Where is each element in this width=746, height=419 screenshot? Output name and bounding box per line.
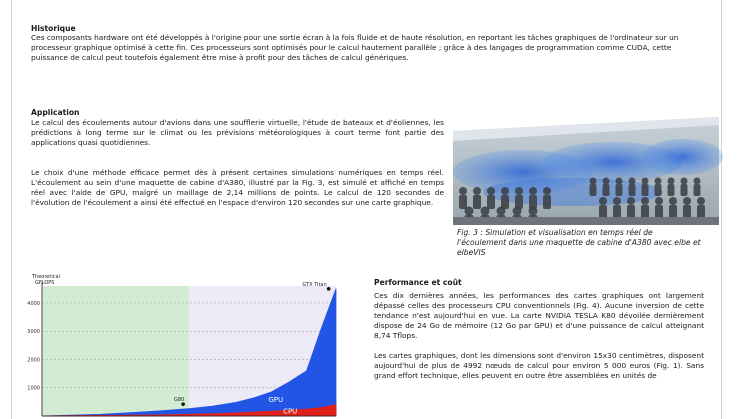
chart-legend-cpu: CPU bbox=[283, 407, 298, 416]
historique-heading: Historique bbox=[31, 24, 76, 33]
gflops-chart bbox=[27, 272, 350, 419]
chart-annotation-label: G80 bbox=[173, 397, 185, 404]
chart-ytick-label: 3000 bbox=[27, 329, 40, 336]
page-border-right bbox=[721, 0, 722, 419]
performance-paragraph-2: Les cartes graphiques, dont les dimensions sont d'environ 15x30 centimètres, disposent aujourd'hui de plus de 4992 nœuds de calcul pour environ 5 000 euros (Fig. 1). Sans grand effort technique, elles peuvent en outre être assemblées en unités de bbox=[374, 351, 704, 380]
chart-zone-green bbox=[42, 286, 189, 416]
application-paragraph-1: Le calcul des écoulements autour d'avions dans une soufflerie virtuelle, l'étude de bateaux et d'éoliennes, les prédictions à long terme sur le climat ou les prévisions météorologiques à court terme font partie des applications quasi quotidiennes. bbox=[31, 118, 444, 147]
page-border-left bbox=[11, 0, 12, 419]
chart-annotation-dot bbox=[327, 287, 331, 291]
chart-annotation-label: GTX Titan bbox=[302, 281, 327, 288]
chart-ylabel-line2: GFLOPS bbox=[35, 280, 55, 286]
chart-legend-gpu: GPU bbox=[268, 395, 284, 404]
historique-body: Ces composants hardware ont été développés à l'origine pour une sortie écran à la fois fluide et de haute résolution, en reportant les tâches graphiques de l'ordinateur sur un processeur graphique optimisé à cette fin. Ces processeurs sont optimisés pour le calcul hautement parallèle ; grâce à des langages de programmation comme CUDA, cette puissance de calcul peut toutefois également être mise à profit pour des tâches de calcul génériques. bbox=[31, 33, 679, 62]
fig3-caption: Fig. 3 : Simulation et visualisation en temps réel de l'écoulement dans une maquette de cabine d'A380 avec elbe et elbeVIS bbox=[457, 228, 701, 257]
chart-ytick-label: 4000 bbox=[27, 300, 40, 307]
performance-heading: Performance et coût bbox=[374, 278, 462, 287]
performance-paragraph-1: Ces dix dernières années, les performances des cartes graphiques ont largement dépassé celles des processeurs CPU conventionnels (Fig. 4). Aucune inversion de cette tendance n'est aujourd'hui en vue. La carte NVIDIA TESLA K80 dévoilée dernièrement dispose de 24 Go de mémoire (12 Go par GPU) et d'une puissance de calcul atteignant 8,74 Tflops. bbox=[374, 291, 704, 340]
chart-ylabel-line1: Theoretical bbox=[32, 274, 60, 280]
chart-ytick-label: 2000 bbox=[27, 357, 40, 364]
application-paragraph-2: Le choix d'une méthode efficace permet dès à présent certaines simulations numériques en temps réel. L'écoulement au sein d'une maquette de cabine d'A380, illustré par la Fig. 3, est simulé et affiché en temps réel avec l'aide de GPU, malgré un maillage de 2,14 millions de points. Le calcul de 120 secondes de l'évolution de l'écoulement a ainsi été effectué en l'espace d'environ 120 secondes sur une carte graphique. bbox=[31, 168, 444, 207]
application-heading: Application bbox=[31, 108, 80, 117]
fig3-cabin-simulation-image bbox=[453, 117, 719, 225]
chart-ytick-label: 1000 bbox=[27, 385, 40, 392]
